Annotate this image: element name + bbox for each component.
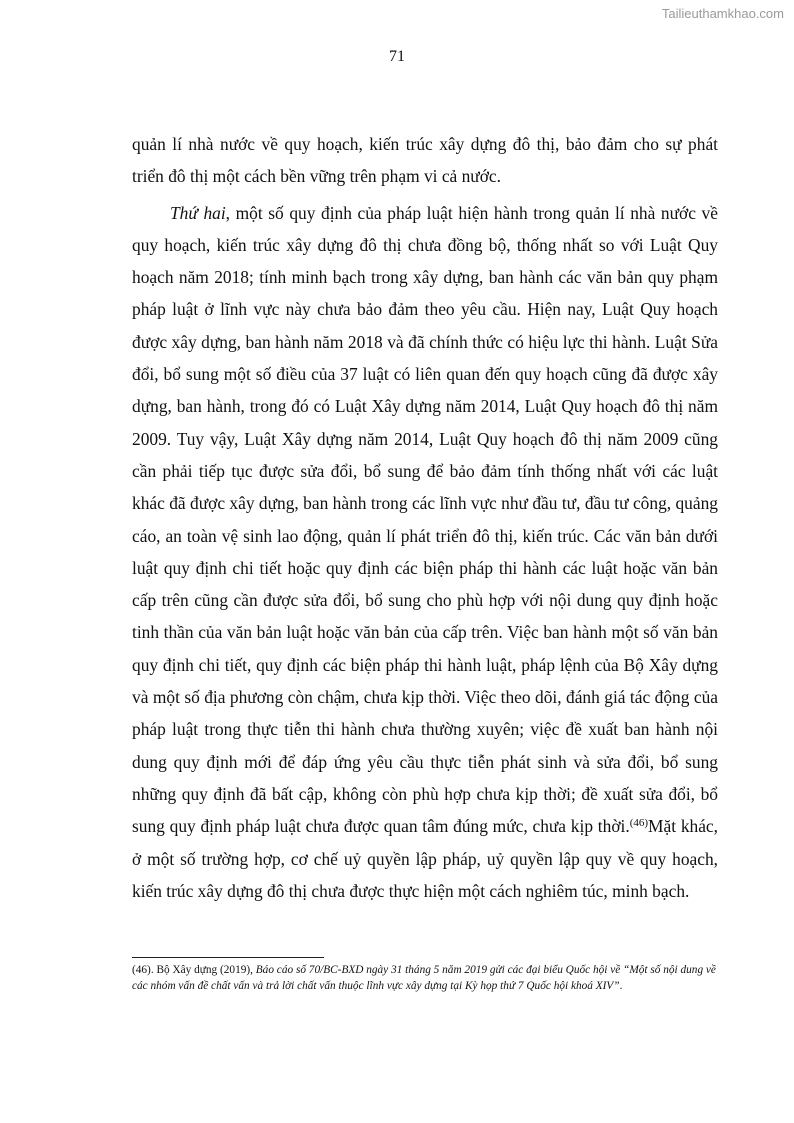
paragraph-tail: Mặt khác, ở một số trường hợp, cơ chế uỷ quyền lập pháp, uỷ quyền lập quy về quy hoạch, kiến trúc xây dựng đô thị chưa được thực hiện một cách nghiêm túc, minh bạch. [132,816,718,901]
paragraph-thu-hai [132,197,718,908]
paragraph-continued: quản lí nhà nước về quy hoạch, kiến trúc xây dựng đô thị, bảo đảm cho sự phát triển đô thị một cách bền vững trên phạm vi cả nước. [132,134,718,187]
footnote-reference[interactable]: (46) [629,817,649,830]
paragraph-lead-italic: Thứ hai [170,202,226,223]
footnote [132,963,718,994]
paragraph-body: , một số quy định của pháp luật hiện hành trong quản lí nhà nước về quy hoạch, kiến trúc xây dựng đô thị chưa đồng bộ, thống nhất so với Luật Quy hoạch năm 2018; tính minh bạch trong xây dựng, ban hành các văn bản quy phạm pháp luật ở lĩnh vực này chưa bảo đảm theo yêu cầu. Hiện nay, Luật Quy hoạch được xây dựng, ban hành năm 2018 và đã chính thức có hiệu lực thi hành. Luật Sửa đổi, bổ sung một số điều của 37 luật có liên quan đến quy hoạch cũng đã được xây dựng, ban hành, trong đó có Luật Xây dựng năm 2014, Luật Quy hoạch đô thị năm 2009. Tuy vậy, Luật Xây dựng năm 2014, Luật Quy hoạch đô thị năm 2009 cũng cần phải tiếp tục được sửa đổi, bổ sung để bảo đảm tính thống nhất với các luật khác đã được xây dựng, ban hành trong các lĩnh vực như đầu tư, đầu tư công, quảng cáo, an toàn vệ sinh lao động, quản lí phát triển đô thị, kiến trúc. Các văn bản dưới luật quy định chi tiết hoặc quy định các biện pháp thi hành các luật hoặc văn bản cấp trên cũng cần được sửa đổi, bổ sung cho phù hợp với nội dung quy định hoặc tinh thần của văn bản luật hoặc văn bản của cấp trên. Việc ban hành một số văn bản quy định chi tiết, quy định các biện pháp thi hành luật, pháp lệnh của Bộ Xây dựng và một số địa phương còn chậm, chưa kịp thời. Việc theo dõi, đánh giá tác động của pháp luật trong thực tiễn thi hành chưa thường xuyên; việc đề xuất ban hành nội dung quy định mới để đáp ứng yêu cầu thực tiễn phát sinh và sửa đổi, bổ sung những quy định đã bất cập, không còn phù hợp chưa kịp thời; đề xuất sửa đổi, bổ sung quy định pháp luật chưa được quan tâm đúng mức, chưa kịp thời. [132,202,718,837]
page-number: 71 [389,48,405,65]
footnote-suffix: . [619,979,623,992]
footnote-prefix: (46). Bộ Xây dựng (2019), [132,964,256,976]
watermark: Tailieuthamkhao.com [661,6,784,21]
body-text [132,128,718,907]
footnote-divider [132,957,324,958]
footnote-title: Báo cáo số 70/BC-BXD ngày 31 tháng 5 năm 2019 gửi các đại biểu Quốc hội về “Một số nội dung về các nhóm vấn đề chất vấn và trả lời chất vấn thuộc lĩnh vực xây dựng tại Kỳ họp thứ 7 Quốc hội khoá XIV” [132,964,716,992]
